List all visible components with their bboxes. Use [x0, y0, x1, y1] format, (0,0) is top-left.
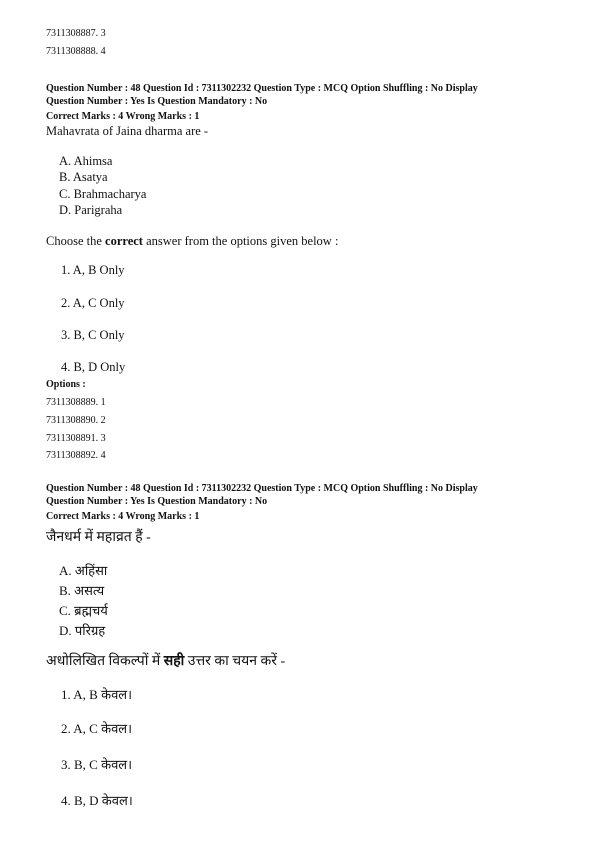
option-id-1: 7311308889. 1: [46, 397, 106, 408]
item-c: C. Brahmacharya: [59, 187, 147, 201]
prev-option-id-2: 7311308888. 4: [46, 46, 106, 57]
option-id-4: 7311308892. 4: [46, 450, 106, 461]
hindi-question-stem: जैनधर्म में महाव्रत हैं -: [46, 530, 151, 545]
item-d: D. Parigraha: [59, 203, 123, 217]
prev-option-id-1: 7311308887. 3: [46, 28, 106, 39]
hindi-item-a: A. अहिंसा: [59, 563, 108, 578]
hindi-choice-4: 4. B, D केवल।: [61, 793, 133, 808]
choice-3: 3. B, C Only: [61, 328, 125, 342]
hindi-item-b: B. असत्य: [59, 583, 105, 598]
choice-2: 2. A, C Only: [61, 296, 125, 310]
choice-1: 1. A, B Only: [61, 263, 125, 277]
question-stem: Mahavrata of Jaina dharma are -: [46, 124, 209, 138]
hindi-meta-line-3: Correct Marks : 4 Wrong Marks : 1: [46, 511, 200, 522]
hindi-meta-line-1: Question Number : 48 Question Id : 7311302232 Question Type : MCQ Option Shuffling : No Display: [46, 483, 478, 494]
option-id-2: 7311308890. 2: [46, 415, 106, 426]
option-id-3: 7311308891. 3: [46, 433, 106, 444]
hindi-meta-line-2: Question Number : Yes Is Question Mandatory : No: [46, 496, 268, 507]
hindi-instruction: अधोलिखित विकल्पों में सही उत्तर का चयन करें -: [46, 654, 286, 669]
hindi-item-d: D. परिग्रह: [59, 623, 106, 638]
item-b: B. Asatya: [59, 170, 108, 184]
hindi-choice-1: 1. A, B केवल।: [61, 687, 133, 702]
hindi-item-c: C. ब्रह्मचर्य: [59, 603, 108, 618]
item-a: A. Ahimsa: [59, 154, 113, 168]
choice-4: 4. B, D Only: [61, 360, 126, 374]
question-meta-line-3: Correct Marks : 4 Wrong Marks : 1: [46, 111, 200, 122]
question-meta-line-2: Question Number : Yes Is Question Mandatory : No: [46, 96, 268, 107]
hindi-choice-3: 3. B, C केवल।: [61, 757, 133, 772]
question-meta-line-1: Question Number : 48 Question Id : 7311302232 Question Type : MCQ Option Shuffling : No Display: [46, 83, 478, 94]
options-label: Options :: [46, 379, 86, 390]
hindi-choice-2: 2. A, C केवल।: [61, 721, 133, 736]
instruction: Choose the correct answer from the options given below :: [46, 234, 339, 248]
